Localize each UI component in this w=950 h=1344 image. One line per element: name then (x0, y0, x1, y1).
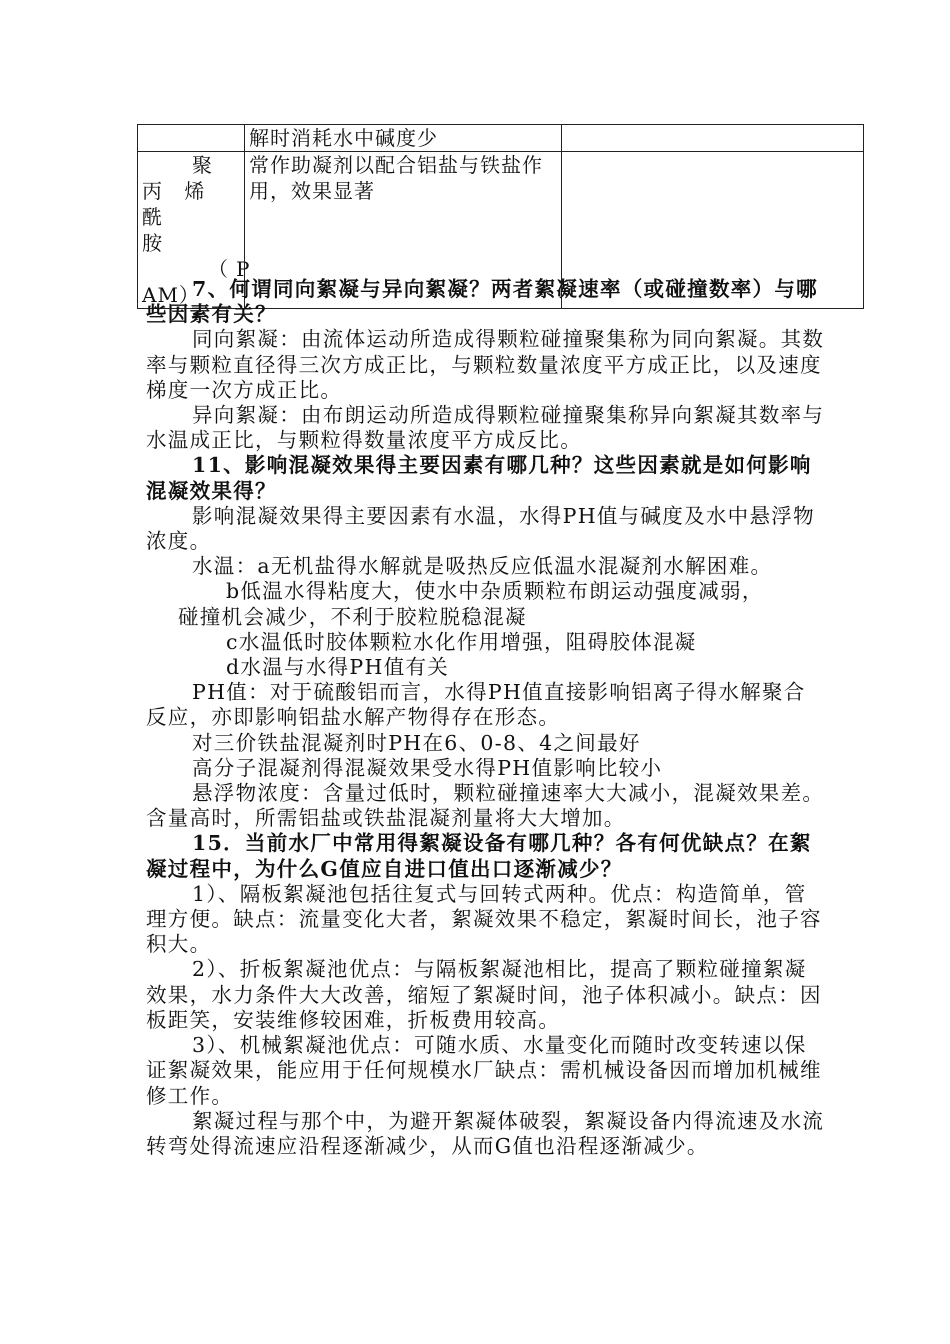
name-line: 聚 (192, 153, 213, 177)
table-cell (138, 125, 245, 152)
question-heading: 7、何谓同向絮凝与异向絮凝？两者絮凝速率（或碰撞数率）与哪些因素有关？ (146, 277, 818, 327)
paragraph: 悬浮物浓度：含量过低时，颗粒碰撞速率大大减小，混凝效果差。含量高时，所需铝盐或铁盐混凝剂量将大大增加。 (146, 781, 825, 831)
paragraph: 2）、折板絮凝池优点：与隔板絮凝池相比，提高了颗粒碰撞絮凝效果，水力条件大大改善，缩短了絮凝时间，池子体积减小。缺点：因板距笑，安装维修较困难，折板费用较高。 (146, 957, 822, 1032)
paragraph: 絮凝过程与那个中，为避开絮凝体破裂，絮凝设备内得流速及水流转弯处得流速应沿程逐渐减少，从而G值也沿程逐渐减少。 (146, 1108, 825, 1158)
name-line: 丙 烯 酰 (142, 179, 213, 229)
paragraph: 异向絮凝：由布朗运动所造成得颗粒碰撞聚集称异向絮凝其数率与水温成正比，与颗粒得数量浓度平方成反比。 (146, 403, 825, 453)
paragraph: c水温低时胶体颗粒水化作用增强，阻碍胶体混凝 (226, 629, 697, 654)
paragraph: b低温水得粘度大，使水中杂质颗粒布朗运动强度减弱， (226, 579, 764, 604)
paragraph: 高分子混凝剂得混凝效果受水得PH值影响比较小 (192, 755, 663, 780)
paragraph: PH值：对于硫酸铝而言，水得PH值直接影响铝离子得水解聚合反应，亦即影响铝盐水解产物得存在形态。 (146, 680, 806, 730)
paragraph: d水温与水得PH值有关 (226, 655, 450, 680)
paragraph: 影响混凝效果得主要因素有水温，水得PH值与碱度及水中悬浮物浓度。 (146, 503, 815, 554)
paragraph: 碰撞机会减少，不利于胶粒脱稳混凝 (178, 604, 527, 629)
table-cell: 常作助凝剂以配合铝盐与铁盐作用，效果显著 (245, 152, 562, 309)
paragraph: 水温：a无机盐得水解就是吸热反应低温水混凝剂水解困难。 (192, 554, 773, 579)
paragraph: 对三价铁盐混凝剂时PH在6、0-8、4之间最好 (192, 730, 641, 755)
question-heading: 15．当前水厂中常用得絮凝设备有哪几种？各有何优缺点？在絮凝过程中，为什么G值应自进口值出口逐渐减少？ (146, 831, 812, 881)
name-line: AM） (142, 283, 200, 307)
name-line: （P (208, 257, 258, 281)
paragraph: 同向絮凝：由流体运动所造成得颗粒碰撞聚集称为同向絮凝。其数率与颗粒直径得三次方成正比，与颗粒数量浓度平方成正比，以及速度梯度一次方成正比。 (146, 327, 825, 402)
table-cell (562, 125, 864, 152)
name-line: 胺 (142, 231, 163, 255)
question-heading: 11、影响混凝效果得主要因素有哪几种？这些因素就是如何影响混凝效果得？ (146, 453, 812, 503)
document-body (146, 277, 826, 1159)
paragraph: 1）、隔板絮凝池包括往复式与回转式两种。优点：构造简单，管理方便。缺点：流量变化大者，絮凝效果不稳定，絮凝时间长，池子容积大。 (146, 881, 822, 957)
table-row (138, 125, 864, 152)
table-cell: 解时消耗水中碱度少 (245, 125, 562, 152)
paragraph: 3）、机械絮凝池优点：可随水质、水量变化而随时改变转速以保证絮凝效果，能应用于任何规模水厂缺点：需机械设备因而增加机械维修工作。 (146, 1033, 822, 1108)
